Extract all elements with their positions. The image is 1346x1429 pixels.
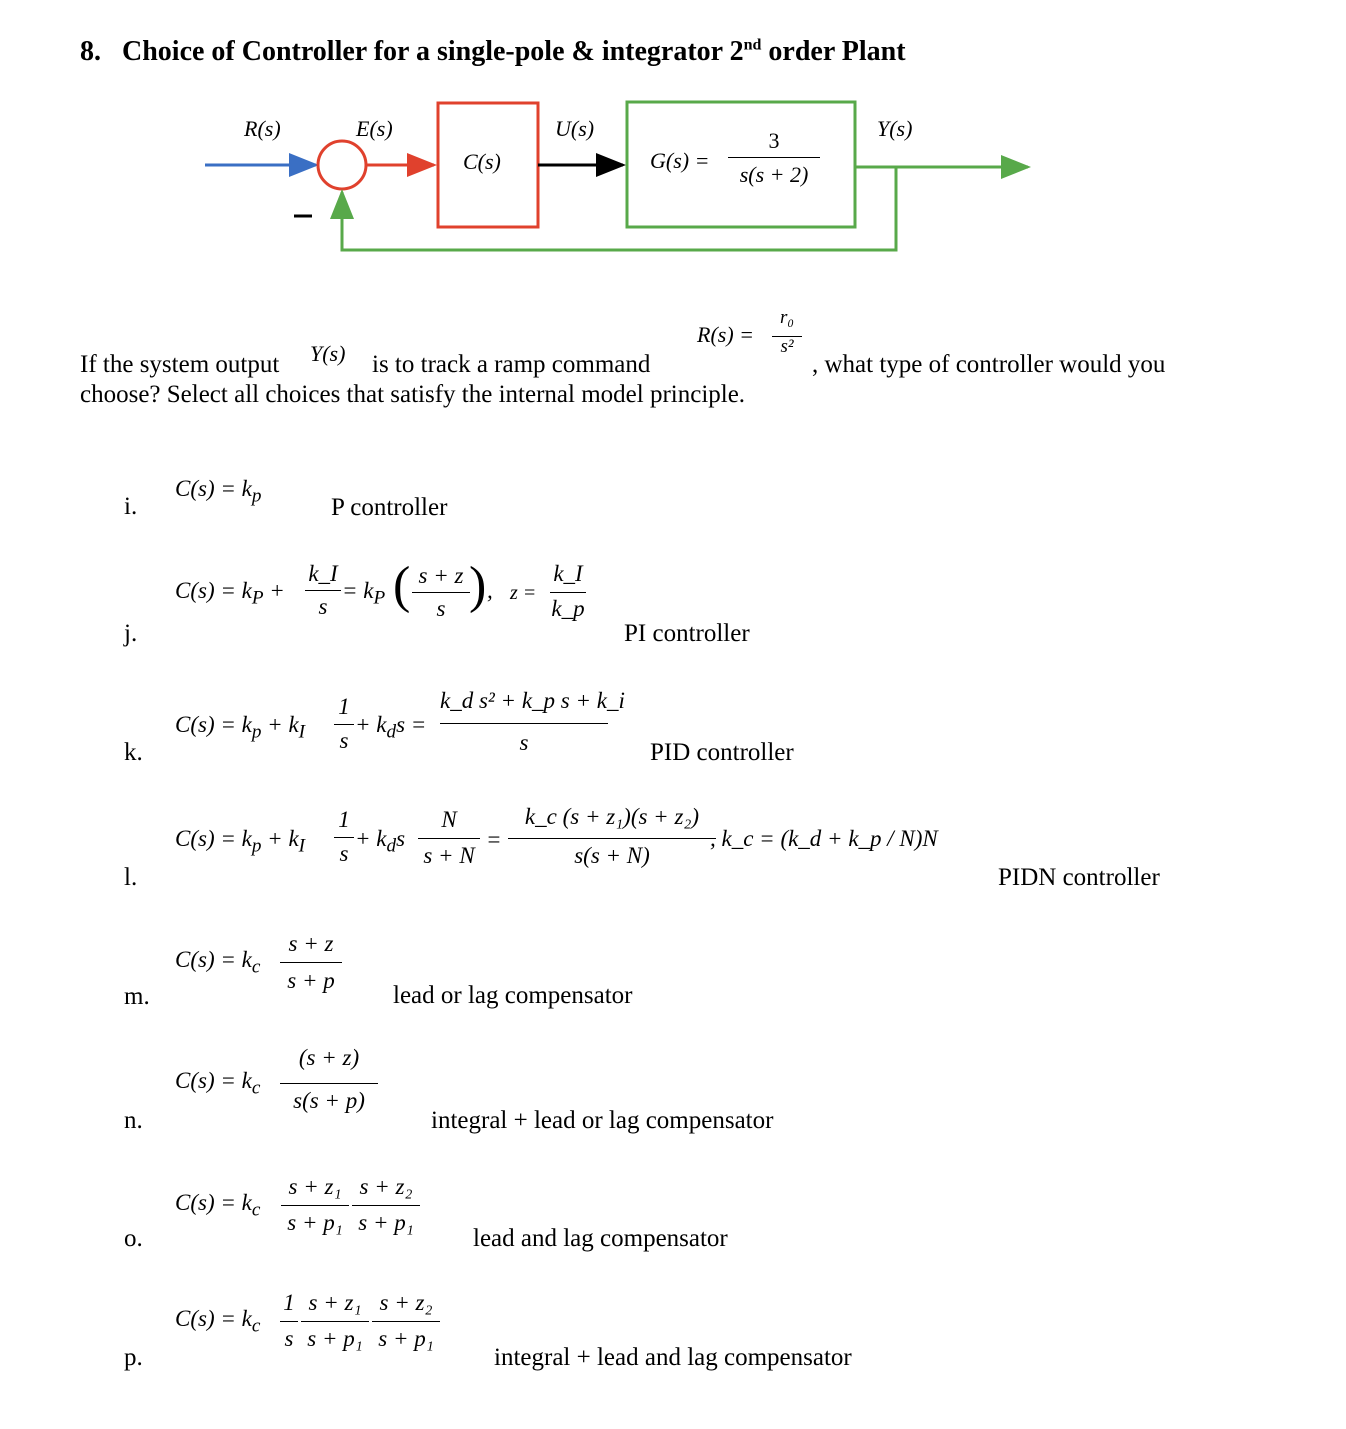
r-label: R(s) — [244, 116, 281, 141]
formula-j-paren-den: s — [436, 596, 446, 621]
option-letter-k: k. — [124, 739, 143, 766]
formula-p-bar1 — [301, 1321, 369, 1322]
title-sup: nd — [743, 36, 762, 54]
formula-o-num1: s + z₁ — [288, 1174, 342, 1199]
question-title — [80, 36, 906, 68]
controller-label: C(s) — [463, 149, 501, 174]
summing-junction — [318, 141, 366, 189]
option-letter-m: m. — [124, 983, 150, 1010]
plant-fraction-bar — [728, 157, 820, 158]
plant-label: G(s) = — [650, 148, 710, 173]
formula-j-z-den: k_p — [551, 596, 585, 621]
option-desc-o: lead and lag compensator — [473, 1225, 728, 1252]
formula-j-paren-r: ) — [469, 557, 487, 614]
formula-k-lhs: $C(s) = k_p + k_I$ — [175, 712, 306, 743]
formula-l-lhs: $C(s) = k_p + k_I$ — [175, 826, 306, 857]
formula-k-big-num: k_d s² + k_p s + k_i — [440, 688, 625, 713]
plant-numerator: 3 — [768, 128, 780, 153]
formula-l-f2-bar — [418, 838, 480, 839]
formula-l-f1-num: 1 — [338, 807, 350, 832]
ramp-denominator: s² — [780, 336, 794, 357]
formula-i-sub: p — [251, 485, 262, 507]
formula-j-f1-num: k_I — [308, 561, 338, 586]
formula-n-lhs: $C(s) = k_c$ — [175, 1068, 261, 1099]
title-text: Choice of Controller for a single-pole & integrator 2 — [122, 36, 744, 67]
formula-m-den: s + p — [287, 968, 335, 993]
formula-j-lhs: $C(s) = k_P$ + — [175, 578, 285, 609]
option-letter-l: l. — [124, 864, 138, 891]
formula-p-den1: s + p₁ — [307, 1326, 363, 1351]
formula-l-f1-bar — [334, 837, 354, 838]
title-text-end: order Plant — [761, 36, 906, 67]
ramp-numerator: r₀ — [780, 307, 794, 328]
formula-o-bar2 — [352, 1205, 420, 1206]
formula-j-comma: , — [487, 578, 493, 603]
formula-n-num: (s + z) — [298, 1045, 360, 1070]
formula-k-f1-num: 1 — [338, 694, 350, 719]
formula-m-lhs: $C(s) = k_c$ — [175, 947, 261, 978]
option-desc-k: PID controller — [650, 739, 794, 766]
formula-j-z-num: k_I — [553, 561, 583, 586]
output-symbol: Y(s) — [310, 341, 346, 366]
formula-j-z-bar — [550, 592, 586, 593]
option-desc-p: integral + lead and lag compensator — [494, 1344, 852, 1371]
formula-l-f2-num: N — [441, 807, 457, 832]
formula-l-f2-den: s + N — [423, 843, 475, 868]
formula-j-f1-bar — [305, 590, 341, 591]
formula-l-f3-den: s(s + N) — [574, 843, 650, 868]
option-letter-i: i. — [124, 493, 138, 520]
formula-p-den2: s + p₁ — [378, 1326, 434, 1351]
formula-i — [175, 476, 261, 508]
formula-l-mid: + $k_ds$ — [355, 826, 406, 857]
formula-k-big-bar — [440, 723, 608, 724]
formula-l-f3-bar — [508, 838, 716, 839]
option-desc-m: lead or lag compensator — [393, 982, 633, 1009]
question-number: 8. — [80, 36, 101, 67]
formula-j-f1-den: s — [318, 594, 328, 619]
formula-p-den0: s — [284, 1326, 294, 1351]
formula-n-den: s(s + p) — [293, 1088, 365, 1113]
u-label: U(s) — [555, 116, 595, 141]
formula-l-f3-num: k_c (s + z₁)(s + z₂) — [524, 804, 700, 829]
formula-j-z-lhs: z = — [510, 582, 537, 604]
formula-o-den2: s + p₁ — [358, 1210, 414, 1235]
question-text-2: is to track a ramp command — [372, 351, 651, 378]
formula-p-num2: s + z₂ — [379, 1290, 433, 1315]
formula-k-mid: + $k_ds$ = — [355, 712, 427, 743]
block-diagram — [190, 95, 1050, 265]
e-label: E(s) — [356, 116, 393, 141]
question-text-1: If the system output — [80, 351, 280, 378]
formula-k-f1-bar — [334, 724, 354, 725]
formula-n-bar — [280, 1083, 378, 1084]
option-letter-n: n. — [124, 1107, 143, 1134]
option-letter-j: j. — [124, 620, 138, 647]
option-letter-p: p. — [124, 1344, 143, 1371]
formula-p-bar0 — [280, 1321, 298, 1322]
option-desc-l: PIDN controller — [998, 864, 1160, 891]
y-label: Y(s) — [877, 116, 913, 141]
formula-l-eq: = — [486, 827, 502, 852]
formula-o-bar1 — [281, 1205, 349, 1206]
option-desc-n: integral + lead or lag compensator — [431, 1107, 774, 1134]
formula-p-num0: 1 — [283, 1290, 295, 1315]
formula-o-num2: s + z₂ — [359, 1174, 413, 1199]
formula-l-f1-den: s — [339, 841, 349, 866]
formula-m-num: s + z — [288, 931, 334, 956]
plant-denominator: s(s + 2) — [739, 162, 809, 187]
question-text-3: , what type of controller would you — [812, 351, 1166, 378]
option-desc-j: PI controller — [624, 620, 750, 647]
formula-p-num1: s + z₁ — [308, 1290, 362, 1315]
formula-o-lhs: $C(s) = k_c$ — [175, 1190, 261, 1221]
formula-j-paren-bar — [412, 592, 470, 593]
formula-j-eq: = $k_P$ — [342, 578, 386, 609]
formula-m-bar — [280, 962, 342, 963]
formula-j-paren-l: ( — [393, 557, 411, 614]
option-letter-o: o. — [124, 1225, 143, 1252]
formula-p-lhs: $C(s) = k_c$ — [175, 1306, 261, 1337]
formula-l-tail: , k_c = (k_d + k_p / N)N — [710, 826, 938, 851]
formula-k-big-den: s — [519, 730, 529, 755]
formula-j-paren-num: s + z — [418, 563, 464, 588]
formula-i-lhs: C(s) = k — [175, 476, 252, 501]
ramp-lhs: R(s) = — [697, 322, 754, 347]
formula-k-f1-den: s — [339, 728, 349, 753]
option-desc-i: P controller — [331, 494, 448, 521]
formula-o-den1: s + p₁ — [287, 1210, 343, 1235]
question-text-4: choose? Select all choices that satisfy the internal model principle. — [80, 381, 746, 408]
formula-p-bar2 — [372, 1321, 440, 1322]
